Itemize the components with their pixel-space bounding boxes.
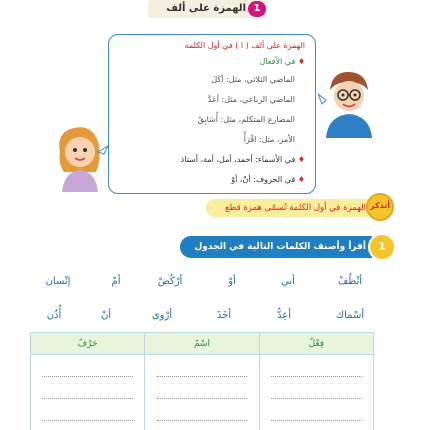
rule-present: المضارع المتكلم، مثل: أُسَابِقُ [197, 115, 295, 124]
answer-line[interactable] [157, 409, 248, 421]
rule-past4: الماضي الرباعي، مثل: أعَدَّ [207, 95, 295, 104]
word-item: أسْماك [335, 310, 365, 321]
exercise-number-badge: 1 [368, 233, 396, 261]
title-number-badge: 1 [248, 1, 266, 17]
word-item: أخَذَ [216, 310, 232, 321]
answer-line[interactable] [42, 365, 133, 377]
rule-imperative: الأمر، مثل: اقْرَأْ [243, 135, 295, 144]
table-header-noun: اسْمٌ [145, 333, 259, 355]
word-item: أرْوى [151, 310, 173, 321]
classification-table [30, 332, 374, 430]
answer-line[interactable] [271, 365, 362, 377]
table-cell-noun[interactable] [145, 355, 259, 430]
rule-letters: ♦ في الحروف: أنْ، أوْ [231, 175, 305, 184]
answer-line[interactable] [157, 387, 248, 399]
word-item: أنْ [100, 310, 112, 321]
word-item: أُذُن [46, 310, 62, 321]
remember-text: الهمزة في أول الكلمة تُسمّى همزة قطع [225, 203, 366, 213]
boy-illustration [318, 68, 378, 138]
answer-line[interactable] [271, 409, 362, 421]
table-header-verb: فِعْلٌ [259, 333, 373, 355]
rule-nouns: ♦ في الأسماء: أحمد، أمل، أمة، أستاذ [180, 155, 305, 164]
rule-box [108, 34, 316, 194]
rule-verbs-heading: ♦ في الأفعال [259, 57, 305, 66]
table-header-letter: حَرْفٌ [31, 333, 145, 355]
word-item: أعِدُّ [277, 310, 291, 321]
table-cell-letter[interactable] [31, 355, 145, 430]
word-item: أوْ [228, 276, 236, 287]
word-item: أرْكُضْ [157, 276, 183, 287]
remember-label: أتذكر [370, 201, 390, 210]
answer-line[interactable] [271, 387, 362, 399]
girl-illustration [52, 122, 108, 192]
rule-heading: الهمزة على ألف ( ا ) في أول الكلمة [184, 41, 305, 50]
table-cell-verb[interactable] [259, 355, 373, 430]
answer-line[interactable] [157, 365, 248, 377]
word-item: إنْسان [45, 276, 71, 287]
exercise-instruction: أقرأ وأصنف الكلمات التالية في الجدول [194, 242, 366, 252]
page-title: الهمزة على ألف [166, 3, 246, 14]
word-item: أبي [281, 276, 295, 287]
answer-line[interactable] [42, 409, 133, 421]
answer-line[interactable] [42, 387, 133, 399]
word-item: أنْظُفْ [337, 276, 363, 287]
word-item: أمْ [111, 276, 121, 287]
rule-past3: الماضي الثلاثي، مثل: أكَلَ [211, 75, 295, 84]
